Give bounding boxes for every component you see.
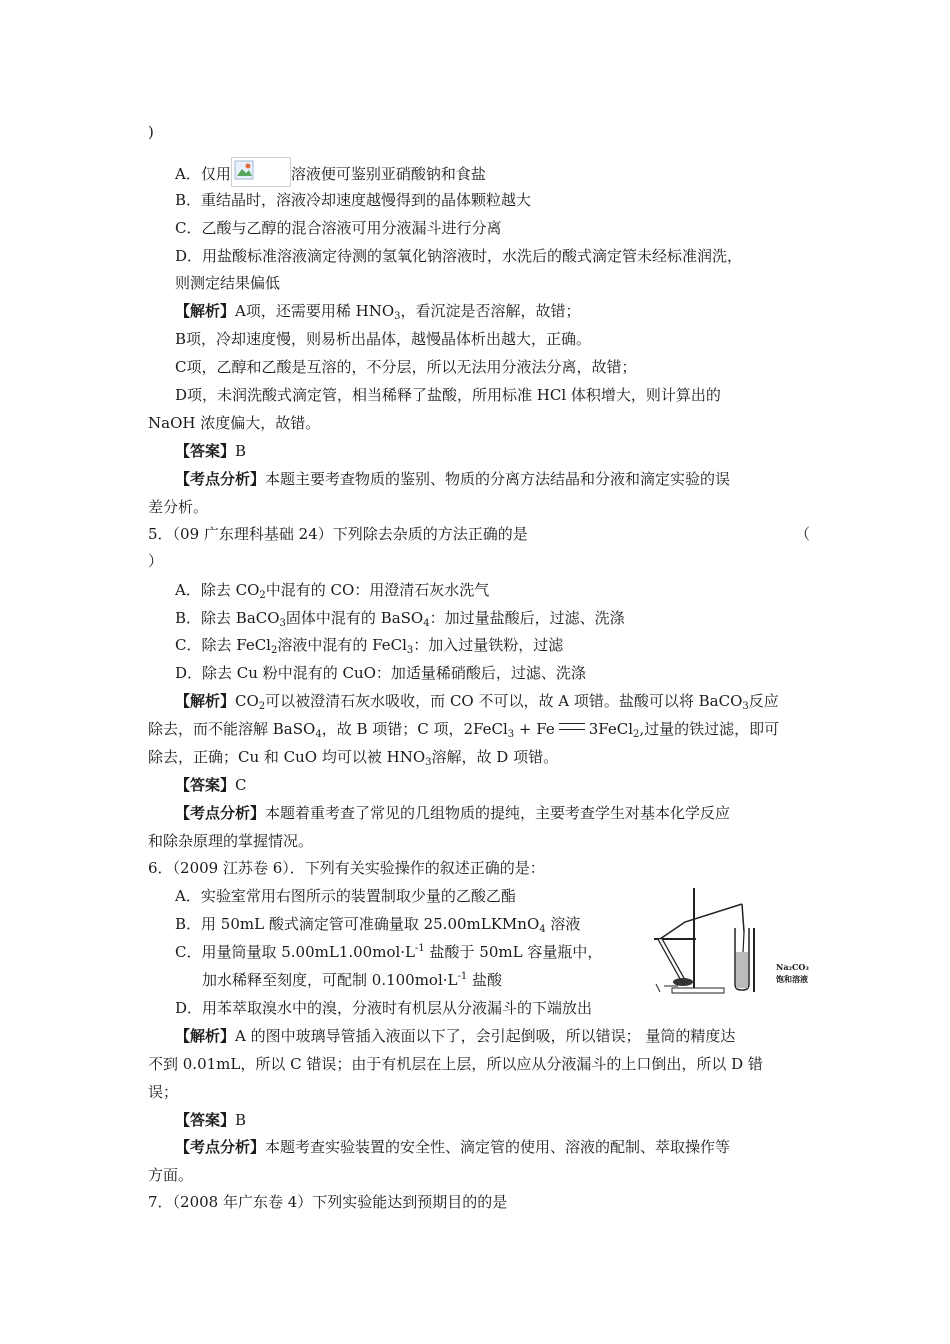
q4-option-d-line1: D．用盐酸标准溶液滴定待测的氢氧化钠溶液时，水洗后的酸式滴定管未经标准润洗， bbox=[175, 247, 743, 265]
q6-stem: 6．（2009 江苏卷 6）．下列有关实验操作的叙述正确的是： bbox=[148, 859, 545, 877]
q4-analysis-a: 【解析】A项，还需要用稀 $HNO_3$，看沉淀是否溶解，故错； bbox=[175, 302, 581, 322]
q6-answer: 【答案】B bbox=[175, 1111, 247, 1129]
q4-analysis-c: C项，乙醇和乙酸是互溶的，不分层，所以无法用分液法分离，故错； bbox=[175, 358, 637, 376]
q4-option-c: C．乙酸与乙醇的混合溶液可用分液漏斗进行分离 bbox=[175, 219, 502, 237]
q6-kaodian-line1: 【考点分析】本题考查实验装置的安全性、滴定管的使用、溶液的配制、萃取操作等 bbox=[175, 1138, 731, 1156]
q4-answer: 【答案】B bbox=[175, 442, 247, 460]
q7-stem: 7．（2008 年广东卷 4）下列实验能达到预期目的的是 bbox=[148, 1193, 508, 1211]
q4-option-a: A．仅用 溶液便可鉴别亚硝酸钠和食盐 bbox=[175, 157, 486, 187]
q6-option-a: A．实验室常用右图所示的装置制取少量的乙酸乙酯 bbox=[175, 887, 516, 905]
q5-option-d: D．除去 Cu 粉中混有的 CuO：加适量稀硝酸后，过滤、洗涤 bbox=[175, 664, 586, 682]
q4-analysis-b: B项，冷却速度慢，则易析出晶体，越慢晶体析出越大，正确。 bbox=[175, 330, 592, 348]
q5-option-a: A．除去 $CO_2$中混有的 CO：用澄清石灰水洗气 bbox=[175, 581, 490, 601]
figure-label-na2co3: Na₂CO₃ bbox=[776, 962, 809, 972]
q5-answer: 【答案】C bbox=[175, 776, 247, 794]
q4-kaodian-line2: 差分析。 bbox=[148, 498, 209, 516]
q4-analysis-d-line1: D项，未润洗酸式滴定管，相当稀释了盐酸，所用标准 HCl 体积增大，则计算出的 bbox=[175, 386, 721, 404]
equals-sign-icon bbox=[559, 723, 585, 730]
q6-option-b: B．用 50mL 酸式滴定管可准确量取 25.00mLKMnO$_4$ 溶液 bbox=[175, 915, 581, 935]
q5-stem: 5．（09 广东理科基础 24）下列除去杂质的方法正确的是 bbox=[148, 525, 528, 543]
q5-option-c: C．除去 FeCl$_2$溶液中混有的 FeCl$_3$：加入过量铁粉，过滤 bbox=[175, 636, 564, 656]
q5-analysis-line2: 除去，而不能溶解 BaSO$_4$，故 B 项错；C 项，2FeCl$_3$ + Fe 3FeCl$_2$,过量的铁过滤，即可 bbox=[148, 720, 780, 740]
q6-analysis-line2: 不到 0.01mL，所以 C 错误；由于有机层在上层，所以应从分液漏斗的上口倒出，所以 D 错 bbox=[148, 1055, 763, 1073]
q4-option-d-line2: 则测定结果偏低 bbox=[175, 274, 281, 292]
q5-option-b: B．除去 BaCO$_3$固体中混有的 BaSO$_4$：加过量盐酸后，过滤、洗涤 bbox=[175, 609, 625, 629]
broken-image-icon bbox=[231, 157, 291, 187]
figure-label-saturated: 饱和溶液 bbox=[776, 974, 808, 984]
q4-option-b: B．重结晶时，溶液冷却速度越慢得到的晶体颗粒越大 bbox=[175, 191, 532, 209]
q5-open-paren: （ bbox=[795, 525, 811, 543]
q5-analysis-line3: 除去，正确；Cu 和 CuO 均可以被 $HNO_3$溶解，故 D 项错。 bbox=[148, 748, 559, 768]
ester-apparatus-figure bbox=[650, 884, 815, 1003]
q5-close-paren: ） bbox=[148, 552, 164, 570]
q4-close-paren: ) bbox=[148, 123, 154, 141]
q4-analysis-d-line2: NaOH 浓度偏大，故错。 bbox=[148, 414, 321, 432]
q6-analysis-line3: 误； bbox=[148, 1083, 179, 1101]
q6-option-c-line2: 加水稀释至刻度，可配制 $0.100mol\cdot L^{-1}$ 盐酸 bbox=[202, 971, 503, 989]
q6-option-c-line1: C．用量筒量取 $5.00mL1.00mol\cdot L^{-1}$ 盐酸于 50mL 容量瓶中， bbox=[175, 943, 603, 961]
q5-kaodian-line1: 【考点分析】本题着重考查了常见的几组物质的提纯，主要考查学生对基本化学反应 bbox=[175, 804, 731, 822]
q5-kaodian-line2: 和除杂原理的掌握情况。 bbox=[148, 832, 314, 850]
q4-kaodian-line1: 【考点分析】本题主要考查物质的鉴别、物质的分离方法结晶和分液和滴定实验的误 bbox=[175, 470, 731, 488]
q6-option-d: D．用苯萃取溴水中的溴，分液时有机层从分液漏斗的下端放出 bbox=[175, 999, 593, 1017]
q6-analysis-line1: 【解析】A 的图中玻璃导管插入液面以下了，会引起倒吸，所以错误； 量筒的精度达 bbox=[175, 1027, 736, 1045]
q5-analysis-line1: 【解析】$CO_2$可以被澄清石灰水吸收，而 CO 不可以，故 A 项错。盐酸可以将 BaCO$_3$反应 bbox=[175, 692, 779, 712]
q6-kaodian-line2: 方面。 bbox=[148, 1166, 194, 1184]
